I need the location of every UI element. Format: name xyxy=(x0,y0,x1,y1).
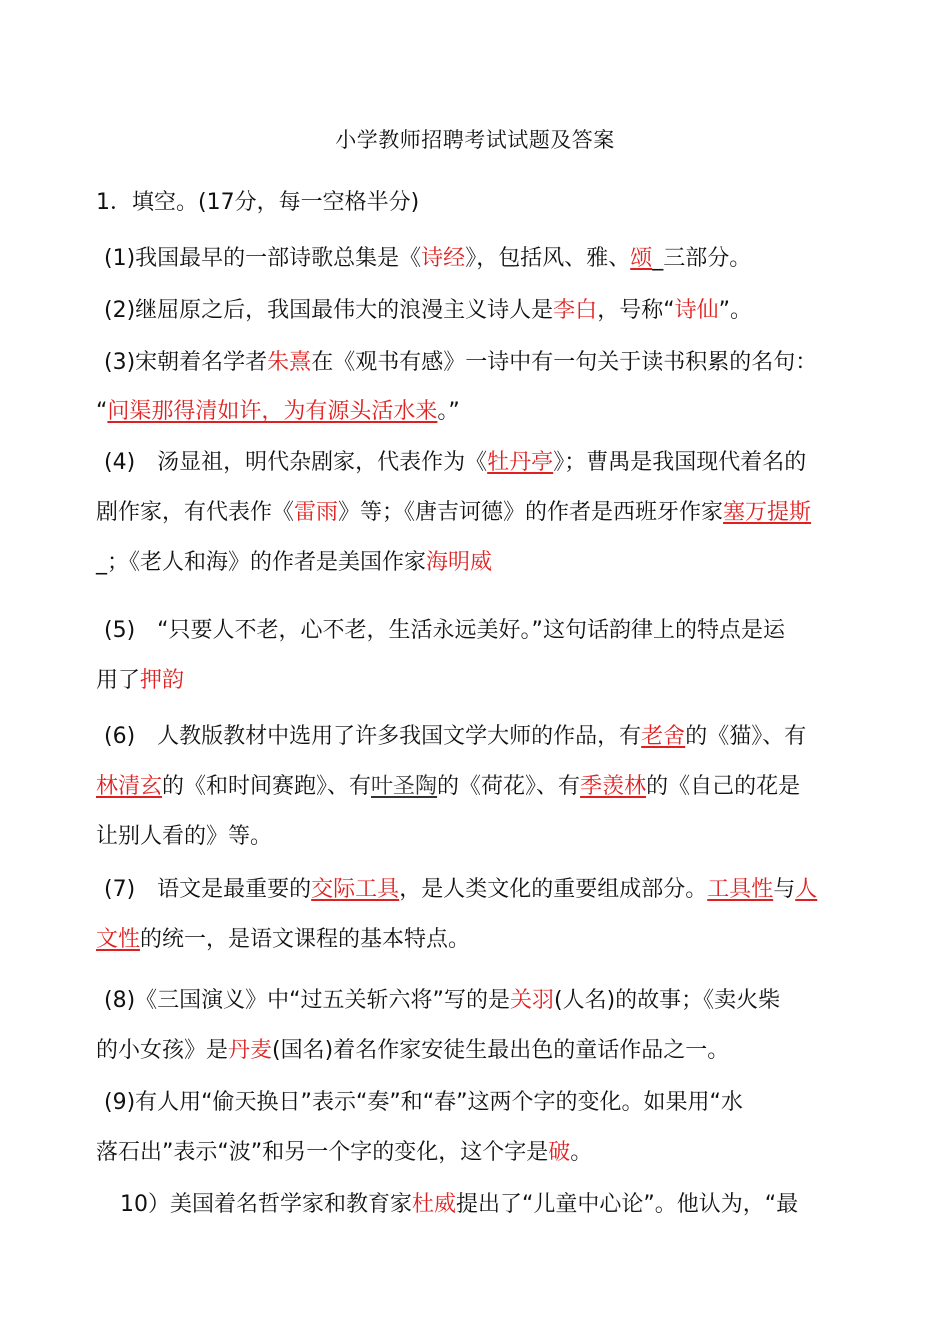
q7-text: ，是人类文化的重要组成部分。 xyxy=(399,877,708,902)
q6-answer-2: 林清玄 xyxy=(96,774,163,799)
q4-text: 》；曹禺是我国现代着名的 xyxy=(553,450,807,475)
q2-text: ，号称“ xyxy=(597,298,675,323)
q3-text: (3)宋朝着名学者 xyxy=(104,350,268,375)
q4-answer-3: 塞万提斯 xyxy=(723,500,812,525)
q4-text: (4) 汤显祖，明代杂剧家，代表作为《 xyxy=(104,450,488,475)
q3-text: “ xyxy=(96,399,108,424)
q8-answer-1: 关羽 xyxy=(509,988,554,1013)
question-6-line-2 xyxy=(96,772,856,802)
q6-text: 的《自己的花是 xyxy=(646,774,801,799)
question-5-line-1: (5) “只要人不老，心不老，生活永远美好。”这句话韵律上的特点是运 xyxy=(104,618,785,643)
q4-text: 》等；《唐吉诃德》的作者是西班牙作家 xyxy=(338,500,724,525)
q2-answer-2: 诗仙 xyxy=(674,298,719,323)
question-2 xyxy=(104,296,864,326)
q7-text: 的统一，是语文课程的基本特点。 xyxy=(140,927,471,952)
q7-text: (7) 语文是最重要的 xyxy=(104,877,312,902)
q4-text: _；《老人和海》的作者是美国作家 xyxy=(96,550,427,575)
q4-text: 剧作家，有代表作《 xyxy=(96,500,295,525)
question-7-line-2 xyxy=(96,925,856,955)
question-4-line-2 xyxy=(96,498,856,528)
q2-text: ”。 xyxy=(718,298,753,323)
q6-answer-1: 老舍 xyxy=(641,724,686,749)
question-4-line-3 xyxy=(96,548,856,578)
q6-answer-4: 季羡林 xyxy=(580,774,647,799)
q3-text: 。” xyxy=(437,399,460,424)
q1-answer-1: 诗经 xyxy=(421,246,466,271)
q6-text: 的《猫》、有 xyxy=(685,724,807,749)
q8-text: (国名)着名作家安徒生最出色的童话作品之一。 xyxy=(272,1038,730,1063)
q4-answer-1: 牡丹亭 xyxy=(487,450,554,475)
q3-answer-2: 问渠那得清如许，为有源头活水来 xyxy=(107,399,438,424)
question-6-line-1 xyxy=(104,722,864,752)
q6-text: 的《荷花》、有 xyxy=(437,774,581,799)
q1-answer-2: 颂 xyxy=(630,246,653,271)
section-heading: 1．填空。(17分，每一空格半分) xyxy=(96,190,420,215)
q4-answer-2: 雷雨 xyxy=(294,500,339,525)
q10-text: 10）美国着名哲学家和教育家 xyxy=(120,1192,412,1217)
q1-text: 》，包括风、雅、 xyxy=(465,246,631,271)
q9-text: 落石出”表示“波”和另一个字的变化，这个字是 xyxy=(96,1140,549,1165)
q7-answer-3-cont: 文性 xyxy=(96,927,141,952)
q8-text: (人名)的故事；《卖火柴 xyxy=(553,988,781,1013)
q6-text: 的《和时间赛跑》、有 xyxy=(162,774,372,799)
q3-answer-1: 朱熹 xyxy=(267,350,312,375)
question-10-line-1 xyxy=(120,1190,860,1220)
q1-text: (1)我国最早的一部诗歌总集是《 xyxy=(104,246,422,271)
q9-answer: 破 xyxy=(548,1140,571,1165)
q3-text: 在《观书有感》一诗中有一句关于读书积累的名句： xyxy=(311,350,818,375)
q6-answer-3: 叶圣陶 xyxy=(371,774,438,799)
q10-answer: 杜威 xyxy=(412,1192,457,1217)
question-4-line-1 xyxy=(104,448,864,478)
q7-text: 与 xyxy=(773,877,796,902)
q7-answer-2: 工具性 xyxy=(707,877,774,902)
question-5-line-2 xyxy=(96,666,856,696)
q8-text: 的小女孩》是 xyxy=(96,1038,229,1063)
question-7-line-1 xyxy=(104,875,864,905)
q7-answer-3: 人 xyxy=(795,877,818,902)
document-title: 小学教师招聘考试试题及答案 xyxy=(335,128,615,152)
q9-text: 。 xyxy=(570,1140,593,1165)
question-6-line-3: 让别人看的》等。 xyxy=(96,824,273,849)
q5-answer: 押韵 xyxy=(140,668,185,693)
question-1 xyxy=(104,244,864,274)
question-9-line-2 xyxy=(96,1138,856,1168)
q1-text: _三部分。 xyxy=(652,246,752,271)
question-8-line-2 xyxy=(96,1036,856,1066)
question-9-line-1: (9)有人用“偷天换日”表示“奏”和“春”这两个字的变化。如果用“水 xyxy=(104,1090,743,1115)
question-3-line-2 xyxy=(96,397,856,427)
question-8-line-1 xyxy=(104,986,864,1016)
q8-text: (8)《三国演义》中“过五关斩六将”写的是 xyxy=(104,988,510,1013)
q2-text: (2)继屈原之后，我国最伟大的浪漫主义诗人是 xyxy=(104,298,554,323)
q7-answer-1: 交际工具 xyxy=(311,877,400,902)
q10-text: 提出了“儿童中心论”。他认为，“最 xyxy=(456,1192,799,1217)
question-3-line-1 xyxy=(104,348,864,378)
q8-answer-2: 丹麦 xyxy=(228,1038,273,1063)
q6-text: (6) 人教版教材中选用了许多我国文学大师的作品，有 xyxy=(104,724,642,749)
q2-answer-1: 李白 xyxy=(553,298,598,323)
q4-answer-4: 海明威 xyxy=(426,550,493,575)
q5-text: 用了 xyxy=(96,668,141,693)
